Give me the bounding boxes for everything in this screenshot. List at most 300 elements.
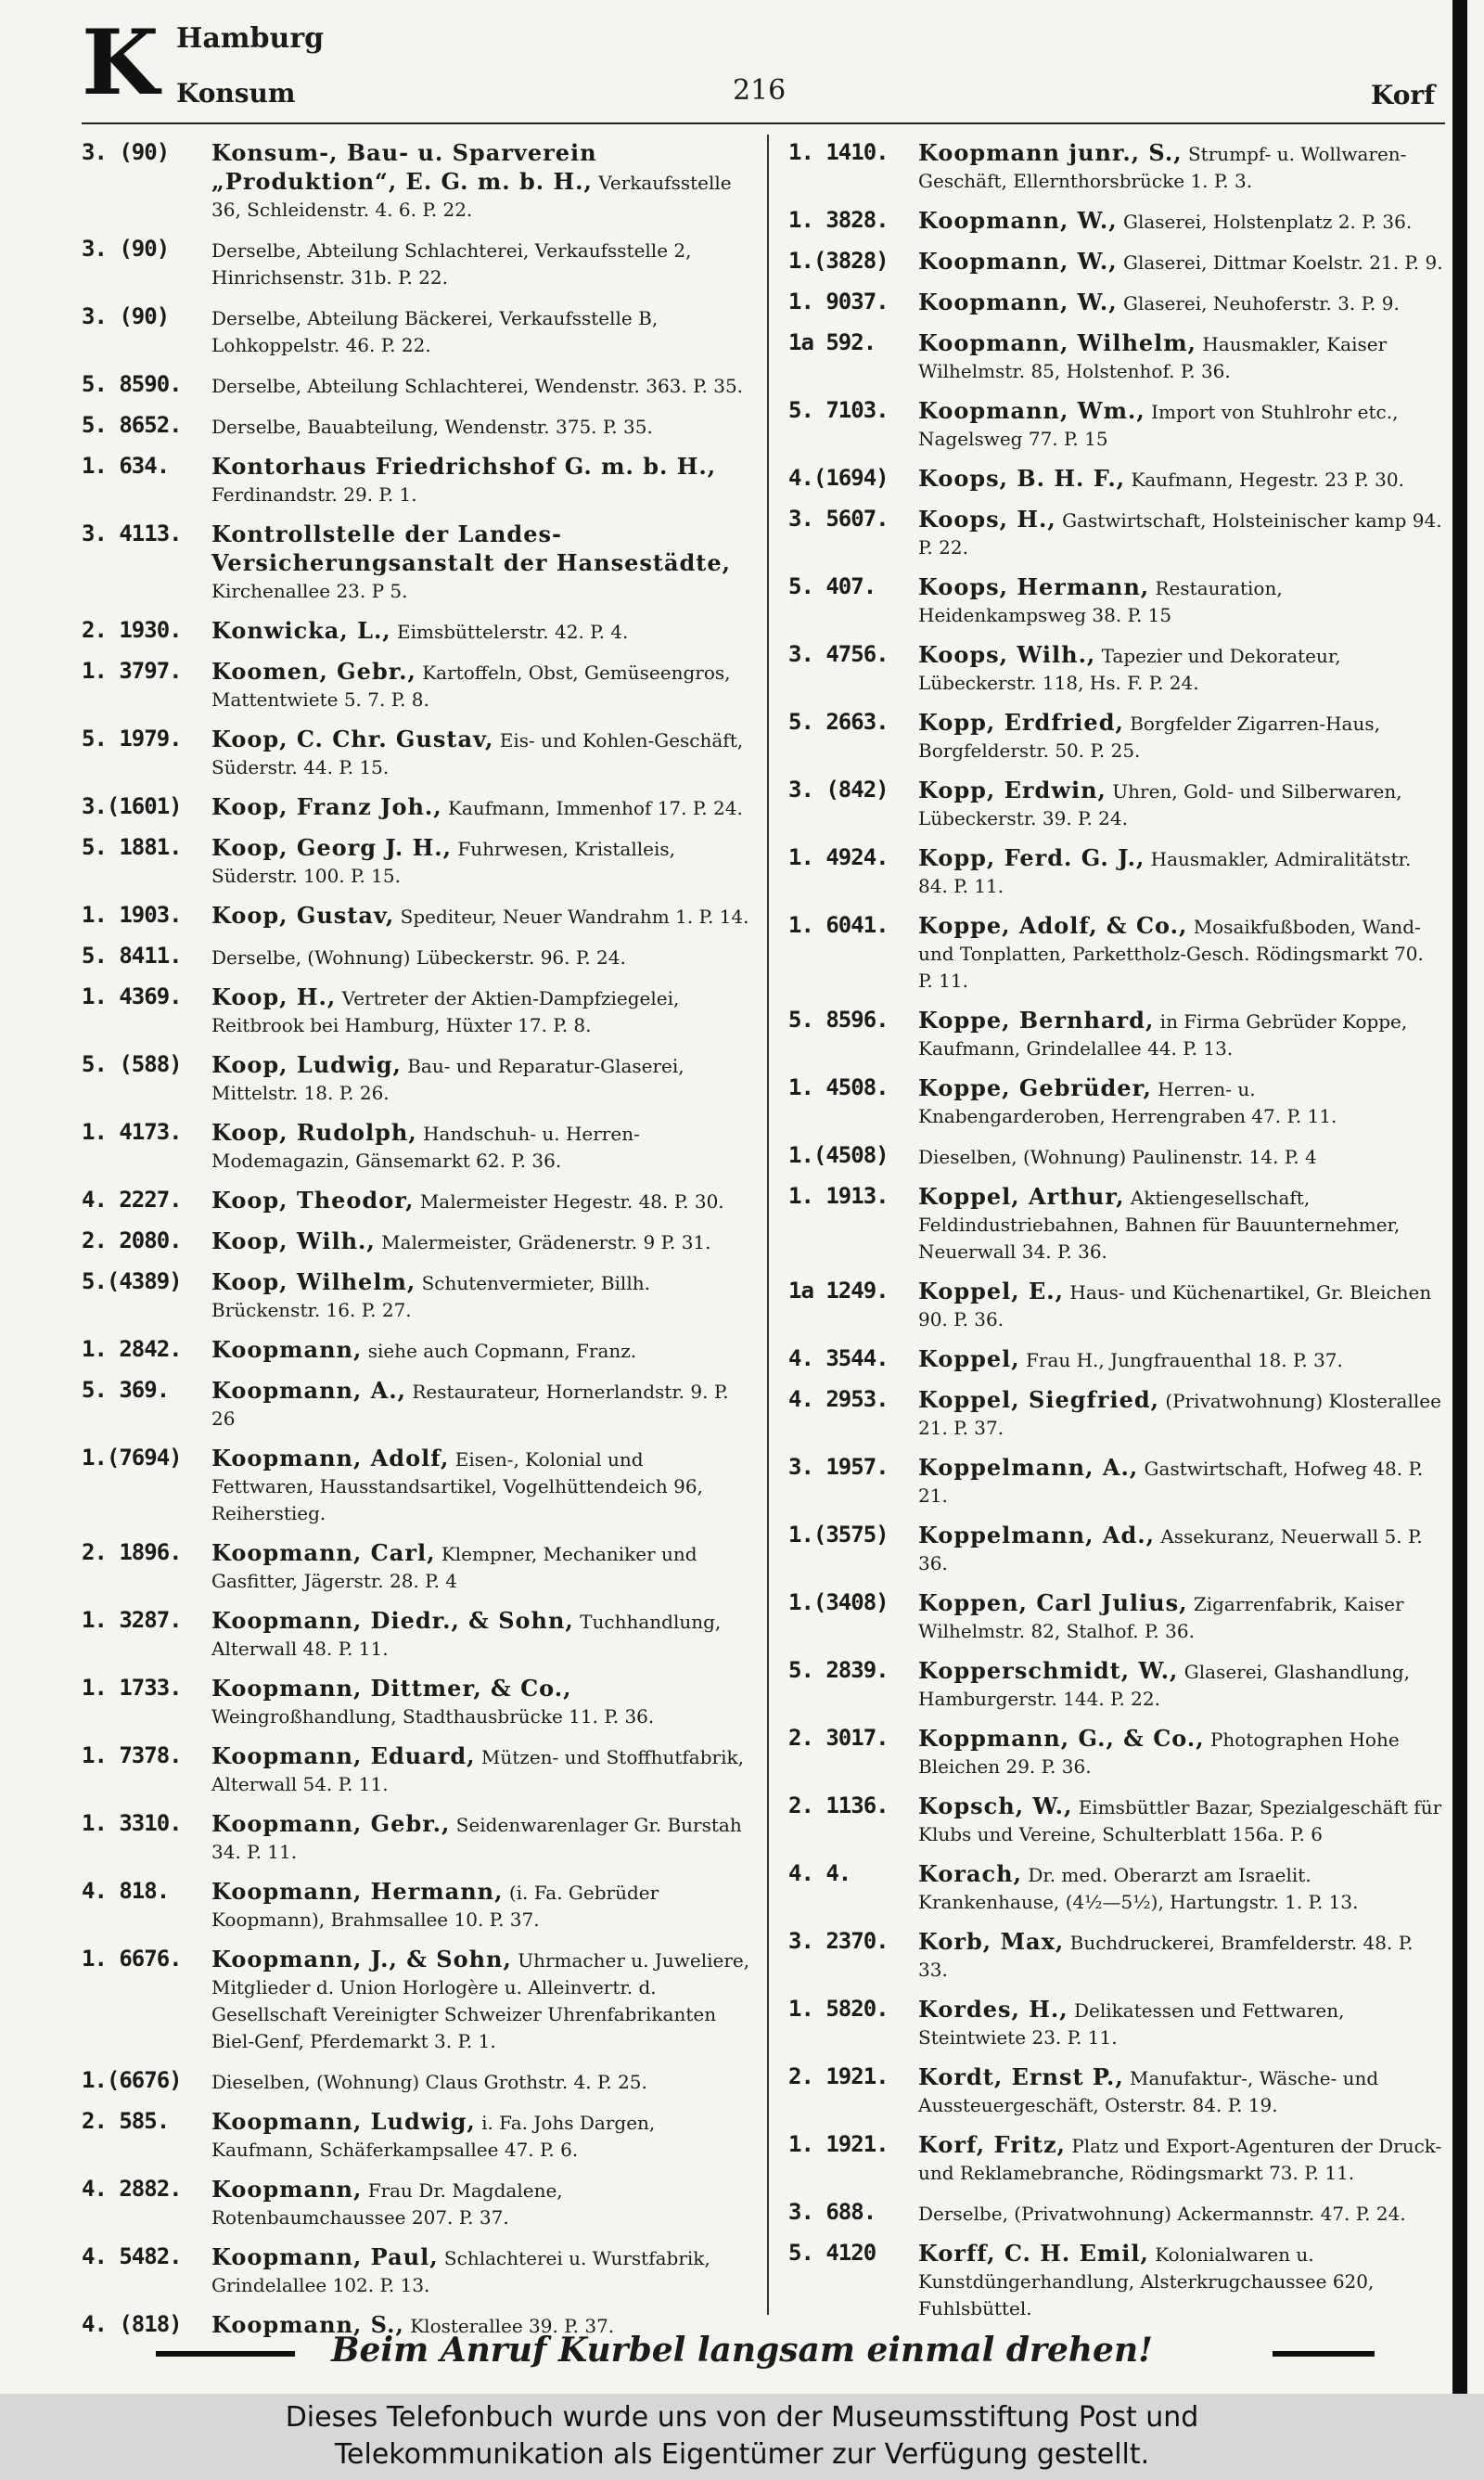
directory-entry — [788, 709, 1443, 765]
phone-number: 1.(6676) — [82, 2067, 182, 2093]
phone-number: 4. (818) — [82, 2311, 182, 2337]
entry-description: Klempner, Mechaniker und Gasfitter, Jägerstr. 28. P. 4 — [211, 1543, 697, 1592]
directory-entry — [788, 1345, 1443, 1374]
entry-name: Koppe, Adolf, & Co., — [918, 912, 1188, 939]
entry-name: Koopmann, J., & Sohn, — [211, 1946, 512, 1972]
entry-name: Koops, H., — [918, 506, 1056, 533]
entry-text — [918, 1860, 1443, 1916]
banner-line-1: Dieses Telefonbuch wurde uns von der Museumsstiftung Post und — [285, 2401, 1199, 2434]
left-column — [82, 139, 751, 2352]
phone-number: 3. 5607. — [788, 506, 889, 532]
entry-description: Malermeister, Grädenerstr. 9 P. 31. — [381, 1231, 711, 1253]
entry-description: Ferdinandstr. 29. P. 1. — [211, 483, 417, 506]
entry-name: Koppel, Arthur, — [918, 1183, 1125, 1210]
entry-text — [211, 520, 751, 605]
phone-number: 3. 4113. — [82, 520, 182, 546]
entry-text — [918, 2131, 1443, 2187]
entry-text — [918, 1278, 1443, 1333]
directory-entry — [788, 1278, 1443, 1333]
entry-text — [918, 844, 1443, 900]
phone-number: 1. 1733. — [82, 1675, 182, 1701]
entry-description: Weingroßhandlung, Stadthausbrücke 11. P. 36. — [211, 1705, 655, 1728]
directory-entry — [82, 1051, 751, 1107]
entry-description: Kirchenallee 23. P 5. — [211, 580, 408, 602]
directory-entry — [788, 844, 1443, 900]
entry-name: Koppelmann, Ad., — [918, 1522, 1155, 1548]
entry-name: Koopmann, W., — [918, 207, 1118, 234]
phone-number: 1. 5820. — [788, 1996, 889, 2022]
entry-text — [211, 1810, 751, 1866]
entry-text — [211, 1227, 751, 1256]
phone-number: 3. 688. — [788, 2199, 876, 2225]
entry-name: Koppmann, G., & Co., — [918, 1725, 1205, 1752]
entry-description: Frau Dr. Magdalene, Rotenbaumchaussee 207. P. 37. — [211, 2179, 563, 2229]
directory-entry — [788, 1142, 1443, 1171]
entry-description: Kaufmann, Hegestr. 23 P. 30. — [1131, 469, 1404, 491]
entry-description: Derselbe, (Privatwohnung) Ackermannstr. 47. P. 24. — [918, 2203, 1406, 2225]
entry-description: Eisen-, Kolonial und Fettwaren, Hausstandsartikel, Vogelhüttendeich 96, Reiherstieg. — [211, 1448, 703, 1524]
entry-text — [918, 289, 1443, 317]
entry-description: Tapezier und Dekorateur, Lübeckerstr. 118, Hs. F. P. 24. — [918, 645, 1341, 694]
phone-number: 3. 1957. — [788, 1454, 889, 1480]
directory-entry — [82, 902, 751, 931]
directory-entry — [788, 1386, 1443, 1442]
entry-text — [211, 658, 751, 713]
phone-number: 3. 4756. — [788, 641, 889, 667]
directory-entry — [82, 303, 751, 359]
phone-number: 1. 3310. — [82, 1810, 182, 1836]
directory-entry — [82, 1946, 751, 2055]
entry-description: Uhren, Gold- und Silberwaren, Lübeckerstr. 39. P. 24. — [918, 780, 1402, 829]
entry-text — [211, 726, 751, 781]
phone-number: 3. 2370. — [788, 1928, 889, 1954]
phone-number: 1. 1903. — [82, 902, 182, 928]
entry-name: Koppe, Gebrüder, — [918, 1074, 1152, 1101]
entry-text — [918, 1007, 1443, 1062]
phone-number: 1. 6041. — [788, 912, 889, 938]
directory-entry — [788, 329, 1443, 385]
phone-number: 2. 3017. — [788, 1725, 889, 1751]
entry-name: Koop, Rudolph, — [211, 1119, 417, 1146]
phone-number: 2. 1896. — [82, 1539, 182, 1565]
directory-entry — [82, 1377, 751, 1433]
entry-text — [918, 248, 1443, 276]
entry-name: Koop, Franz Joh., — [211, 793, 442, 820]
entry-description: Borgfelder Zigarren-Haus, Borgfelderstr. 50. P. 25. — [918, 713, 1380, 762]
phone-number: 5. 2663. — [788, 709, 889, 735]
entry-name: Kopsch, W., — [918, 1793, 1073, 1819]
phone-number: 1. 4173. — [82, 1119, 182, 1145]
phone-number: 1. 1921. — [788, 2131, 889, 2157]
directory-entry — [788, 1183, 1443, 1266]
entry-description: Import von Stuhlrohr etc., Nagelsweg 77. P. 15 — [918, 401, 1399, 450]
entry-name: Koopmann, W., — [918, 289, 1118, 315]
entry-description: Dieselben, (Wohnung) Paulinenstr. 14. P. 4 — [918, 1146, 1317, 1168]
header-divider — [82, 122, 1445, 124]
entry-name: Koopmann, Ludwig, — [211, 2108, 476, 2135]
ownership-banner — [0, 2394, 1484, 2480]
entry-text — [211, 1946, 751, 2055]
phone-number: 1.(3828) — [788, 248, 889, 274]
directory-entry — [82, 1119, 751, 1175]
entry-text — [918, 1386, 1443, 1442]
phone-number: 5. 8596. — [788, 1007, 889, 1033]
entry-name: Kontorhaus Friedrichshof G. m. b. H., — [211, 453, 717, 480]
entry-description: Hausmakler, Admiralitätstr. 84. P. 11. — [918, 848, 1412, 897]
entry-description: Buchdruckerei, Bramfelderstr. 48. P. 33. — [918, 1932, 1414, 1981]
entry-name: Koopmann, Hermann, — [211, 1878, 504, 1905]
directory-entry — [82, 726, 751, 781]
entry-text — [211, 1742, 751, 1798]
entry-text — [918, 1142, 1443, 1171]
entry-name: Koopmann, Wm., — [918, 397, 1145, 424]
entry-name: Koopmann, — [211, 1336, 363, 1363]
phone-number: 1a 592. — [788, 329, 876, 355]
entry-description: Derselbe, Abteilung Bäckerei, Verkaufsstelle B, Lohkoppelstr. 46. P. 22. — [211, 307, 659, 356]
directory-entry — [82, 1607, 751, 1663]
directory-entry — [788, 1657, 1443, 1713]
phone-number: 5.(4389) — [82, 1268, 182, 1294]
phone-number: 5. 369. — [82, 1377, 170, 1403]
entry-text — [211, 1675, 751, 1730]
entry-text — [918, 2063, 1443, 2119]
entry-name: Kordt, Ernst P., — [918, 2063, 1124, 2090]
directory-entry — [82, 658, 751, 713]
entry-name: Kontrollstelle der Landes-Versicherungsanstalt der Hansestädte, — [211, 520, 731, 576]
directory-entry — [788, 139, 1443, 195]
entry-text — [211, 1187, 751, 1215]
directory-entry — [788, 777, 1443, 832]
entry-text — [211, 303, 751, 359]
entry-name: Koopmann, Dittmer, & Co., — [211, 1675, 572, 1702]
entry-text — [918, 397, 1443, 453]
directory-entry — [788, 1074, 1443, 1130]
column-divider — [767, 135, 769, 2315]
entry-name: Koop, Theodor, — [211, 1187, 415, 1214]
entry-name: Kopperschmidt, W., — [918, 1657, 1179, 1684]
phone-number: 4. 2227. — [82, 1187, 182, 1213]
directory-entry — [788, 912, 1443, 995]
phone-number: 1. 3828. — [788, 207, 889, 233]
directory-entry — [82, 793, 751, 822]
phone-number: 4. 2882. — [82, 2176, 182, 2202]
directory-entry — [82, 1187, 751, 1215]
entry-text — [918, 1183, 1443, 1266]
phone-number: 2. 1921. — [788, 2063, 889, 2089]
entry-description: Photographen Hohe Bleichen 29. P. 36. — [918, 1728, 1400, 1778]
directory-entry — [788, 1007, 1443, 1062]
entry-name: Koopmann, A., — [211, 1377, 407, 1404]
entry-name: Koop, Ludwig, — [211, 1051, 402, 1078]
phone-number: 3. (90) — [82, 139, 170, 165]
phone-number: 1. 1913. — [788, 1183, 889, 1209]
entry-text — [918, 465, 1443, 494]
entry-name: Koopmann, W., — [918, 248, 1118, 275]
entry-name: Koopmann, Adolf, — [211, 1445, 450, 1471]
entry-text — [211, 453, 751, 508]
entry-name: Korf, Fritz, — [918, 2131, 1066, 2158]
entry-text — [918, 777, 1443, 832]
entry-name: Koopmann, Diedr., & Sohn, — [211, 1607, 574, 1634]
phone-number: 1. 4924. — [788, 844, 889, 870]
entry-name: Koop, Wilh., — [211, 1227, 376, 1254]
entry-text — [918, 1996, 1443, 2051]
entry-text — [918, 1928, 1443, 1984]
entry-description: Derselbe, Abteilung Schlachterei, Wendenstr. 363. P. 35. — [211, 375, 744, 397]
entry-description: Seidenwarenlager Gr. Burstah 34. P. 11. — [211, 1814, 742, 1863]
entry-description: Uhrmacher u. Juweliere, Mitglieder d. Union Horlogère u. Alleinvertr. d. Gesellschaft Vereinigter Schweizer Uhrenfabrikanten Biel-Genf, Pferdemarkt 3. P. 1. — [211, 1949, 750, 2052]
entry-description: (Privatwohnung) Klosterallee 21. P. 37. — [918, 1390, 1441, 1439]
entry-text — [918, 1074, 1443, 1130]
phone-number: 1. 4369. — [82, 983, 182, 1009]
directory-entry — [82, 834, 751, 890]
entry-name: Kordes, H., — [918, 1996, 1068, 2023]
entry-text — [211, 139, 751, 224]
directory-entry — [788, 1454, 1443, 1510]
phone-number: 1.(3575) — [788, 1522, 889, 1548]
directory-entry — [82, 617, 751, 646]
entry-description: Restauration, Heidenkampsweg 38. P. 15 — [918, 577, 1283, 626]
directory-entry — [82, 983, 751, 1039]
directory-entry — [788, 1522, 1443, 1577]
entry-description: Kartoffeln, Obst, Gemüseengros, Mattentwiete 5. 7. P. 8. — [211, 662, 731, 711]
directory-entry — [82, 1810, 751, 1866]
entry-description: Derselbe, (Wohnung) Lübeckerstr. 96. P. 24. — [211, 946, 626, 969]
entry-text — [211, 1607, 751, 1663]
entry-description: Glaserei, Holstenplatz 2. P. 36. — [1122, 211, 1413, 233]
phone-number: 5. (588) — [82, 1051, 182, 1077]
directory-entry — [82, 2067, 751, 2096]
directory-entry — [788, 1928, 1443, 1984]
phone-number: 4. 4. — [788, 1860, 851, 1886]
phone-number: 5. 7103. — [788, 397, 889, 423]
entry-description: Dieselben, (Wohnung) Claus Grothstr. 4. P. 25. — [211, 2071, 647, 2093]
directory-entry — [82, 412, 751, 441]
entry-text — [918, 1454, 1443, 1510]
entry-description: Derselbe, Bauabteilung, Wendenstr. 375. P. 35. — [211, 416, 653, 438]
entry-description: Assekuranz, Neuerwall 5. P. 36. — [918, 1525, 1423, 1574]
directory-entry — [788, 1589, 1443, 1645]
phone-number: 1. 7378. — [82, 1742, 182, 1768]
entry-description: Schutenvermieter, Billh. Brückenstr. 16. P. 27. — [211, 1272, 650, 1321]
entry-description: Gastwirtschaft, Hofweg 48. P. 21. — [918, 1458, 1424, 1507]
phone-number: 1.(7694) — [82, 1445, 182, 1471]
directory-entry — [788, 506, 1443, 561]
entry-name: Koppel, Siegfried, — [918, 1386, 1159, 1413]
entry-description: (i. Fa. Gebrüder Koopmann), Brahmsallee 10. P. 37. — [211, 1882, 659, 1931]
entry-name: Korff, C. H. Emil, — [918, 2240, 1149, 2267]
phone-number: 5. 1881. — [82, 834, 182, 860]
entry-text — [211, 371, 751, 400]
entry-description: Mützen- und Stoffhutfabrik, Alterwall 54. P. 11. — [211, 1746, 744, 1795]
entry-name: Konwicka, L., — [211, 617, 391, 644]
entry-text — [211, 1445, 751, 1527]
phone-number: 5. 8411. — [82, 943, 182, 969]
phone-number: 4. 2953. — [788, 1386, 889, 1412]
entry-name: Koops, Wilh., — [918, 641, 1096, 668]
entry-text — [211, 617, 751, 646]
directory-entry — [82, 1539, 751, 1595]
entry-name: Koop, Wilhelm, — [211, 1268, 416, 1295]
entry-name: Koopmann, Wilhelm, — [918, 329, 1197, 356]
entry-name: Koop, C. Chr. Gustav, — [211, 726, 494, 752]
phone-number: 4.(1694) — [788, 465, 889, 491]
entry-description: Glaserei, Dittmar Koelstr. 21. P. 9. — [1122, 251, 1443, 274]
entry-description: Spediteur, Neuer Wandrahm 1. P. 14. — [400, 906, 749, 928]
footer-slogan: Beim Anruf Kurbel langsam einmal drehen! — [331, 2331, 1153, 2370]
entry-name: Koops, Hermann, — [918, 573, 1150, 600]
entry-description: Klosterallee 39. P. 37. — [410, 2315, 615, 2337]
phone-number: 5. 8590. — [82, 371, 182, 397]
entry-name: Konsum-, Bau- u. Sparverein „Produktion“, E. G. m. b. H., — [211, 139, 597, 195]
entry-text — [211, 1119, 751, 1175]
directory-entry — [82, 236, 751, 291]
city-header: Hamburg — [176, 22, 325, 55]
phone-number: 2. 585. — [82, 2108, 170, 2134]
phone-number: 2. 1930. — [82, 617, 182, 643]
directory-entry — [82, 2108, 751, 2164]
first-entry-header: Konsum — [176, 78, 296, 109]
entry-text — [211, 1336, 751, 1365]
entry-description: Eimsbüttler Bazar, Spezialgeschäft für Klubs und Vereine, Schulterblatt 156a. P. 6 — [918, 1796, 1442, 1845]
directory-entry — [788, 2063, 1443, 2119]
directory-entry — [82, 943, 751, 971]
last-entry-header: Korf — [1371, 80, 1436, 110]
directory-entry — [82, 1675, 751, 1730]
phone-number: 4. 3544. — [788, 1345, 889, 1371]
entry-description: Strumpf- u. Wollwaren-Geschäft, Ellernthorsbrücke 1. P. 3. — [918, 143, 1407, 192]
entry-description: Eis- und Kohlen-Geschäft, Süderstr. 44. P. 15. — [211, 729, 744, 778]
entry-description: Kaufmann, Immenhof 17. P. 24. — [447, 797, 743, 819]
entry-text — [918, 1657, 1443, 1713]
entry-name: Korach, — [918, 1860, 1022, 1887]
entry-name: Koppel, — [918, 1345, 1020, 1372]
right-column — [788, 139, 1443, 2334]
directory-entry — [788, 2199, 1443, 2228]
section-letter: K — [82, 10, 160, 115]
entry-name: Koopmann junr., S., — [918, 139, 1183, 166]
entry-text — [918, 1522, 1443, 1577]
phone-number: 2. 2080. — [82, 1227, 182, 1253]
entry-name: Koomen, Gebr., — [211, 658, 416, 685]
entry-description: Hausmakler, Kaiser Wilhelmstr. 85, Holstenhof. P. 36. — [918, 333, 1388, 382]
entry-description: Malermeister Hegestr. 48. P. 30. — [419, 1190, 724, 1213]
phone-number: 5. 8652. — [82, 412, 182, 438]
entry-description: Kolonialwaren u. Kunstdüngerhandlung, Alsterkrugchaussee 620, Fuhlsbüttel. — [918, 2243, 1375, 2319]
phone-number: 1. 2842. — [82, 1336, 182, 1362]
phone-number: 1. 634. — [82, 453, 170, 479]
directory-entry — [788, 2131, 1443, 2187]
directory-entry — [788, 573, 1443, 629]
entry-text — [211, 983, 751, 1039]
phone-number: 5. 4120 — [788, 2240, 876, 2266]
entry-description: Delikatessen und Fettwaren, Steintwiete 23. P. 11. — [918, 1999, 1345, 2049]
phone-number: 1. 3797. — [82, 658, 182, 684]
directory-entry — [788, 248, 1443, 276]
entry-description: Herren- u. Knabengarderoben, Herrengraben 47. P. 11. — [918, 1078, 1337, 1127]
entry-name: Koop, Georg J. H., — [211, 834, 452, 861]
footer-rule-right — [1273, 2351, 1375, 2357]
entry-description: Verkaufsstelle 36, Schleidenstr. 4. 6. P. 22. — [211, 172, 732, 221]
directory-entry — [788, 289, 1443, 317]
entry-text — [918, 2240, 1443, 2322]
directory-entry — [82, 1445, 751, 1527]
entry-text — [918, 641, 1443, 697]
entry-name: Koppen, Carl Julius, — [918, 1589, 1188, 1616]
phone-number: 1. 9037. — [788, 289, 889, 315]
entry-text — [918, 1793, 1443, 1848]
entry-description: Derselbe, Abteilung Schlachterei, Verkaufsstelle 2, Hinrichsenstr. 31b. P. 22. — [211, 239, 692, 289]
phone-number: 5. 2839. — [788, 1657, 889, 1683]
phone-number: 5. 407. — [788, 573, 876, 599]
phone-number: 1. 1410. — [788, 139, 889, 165]
entry-description: Manufaktur-, Wäsche- und Aussteuergeschäft, Osterstr. 84. P. 19. — [918, 2067, 1379, 2116]
entry-text — [918, 709, 1443, 765]
directory-entry — [82, 2176, 751, 2231]
phone-number: 1a 1249. — [788, 1278, 889, 1304]
entry-text — [211, 1377, 751, 1433]
directory-entry — [82, 453, 751, 508]
entry-name: Koppel, E., — [918, 1278, 1065, 1304]
entry-description: Gastwirtschaft, Holsteinischer kamp 94. P. 22. — [918, 509, 1442, 559]
entry-text — [918, 573, 1443, 629]
entry-description: Dr. med. Oberarzt am Israelit. Krankenhause, (4½—5½), Hartungstr. 1. P. 13. — [918, 1864, 1359, 1913]
directory-entry — [788, 1725, 1443, 1780]
directory-entry — [788, 1793, 1443, 1848]
entry-name: Koppe, Bernhard, — [918, 1007, 1155, 1034]
entry-name: Kopp, Erdfried, — [918, 709, 1124, 736]
entry-name: Koopmann, Paul, — [211, 2243, 439, 2270]
entry-text — [918, 1725, 1443, 1780]
directory-entry — [788, 465, 1443, 494]
entry-description: i. Fa. Johs Dargen, Kaufmann, Schäferkampsallee 47. P. 6. — [211, 2112, 656, 2161]
directory-entry — [82, 139, 751, 224]
entry-name: Koopmann, Eduard, — [211, 1742, 476, 1769]
phone-number: 2. 1136. — [788, 1793, 889, 1818]
entry-description: Glaserei, Neuhoferstr. 3. P. 9. — [1122, 292, 1400, 315]
banner-line-2: Telekommunikation als Eigentümer zur Verfügung gestellt. — [334, 2438, 1150, 2471]
entry-description: Restaurateur, Hornerlandstr. 9. P. 26 — [211, 1381, 729, 1430]
entry-name: Koop, H., — [211, 983, 337, 1010]
entry-text — [211, 1878, 751, 1934]
entry-text — [211, 2108, 751, 2164]
phone-number: 1. 6676. — [82, 1946, 182, 1972]
entry-text — [918, 912, 1443, 995]
entry-text — [918, 139, 1443, 195]
entry-name: Koopmann, S., — [211, 2311, 404, 2338]
entry-text — [918, 207, 1443, 236]
phone-number: 1. 4508. — [788, 1074, 889, 1100]
page-number: 216 — [733, 74, 787, 107]
entry-text — [211, 793, 751, 822]
phone-number: 3. (90) — [82, 303, 170, 329]
entry-text — [211, 834, 751, 890]
entry-description: Glaserei, Glashandlung, Hamburgerstr. 144. P. 22. — [918, 1661, 1411, 1710]
entry-description: Haus- und Küchenartikel, Gr. Bleichen 90. P. 36. — [918, 1281, 1432, 1330]
entry-description: Frau H., Jungfrauenthal 18. P. 37. — [1026, 1349, 1343, 1371]
entry-description: Schlachterei u. Wurstfabrik, Grindelallee 102. P. 13. — [211, 2247, 710, 2296]
directory-entry — [82, 1268, 751, 1324]
entry-text — [918, 2199, 1443, 2228]
phone-number: 3.(1601) — [82, 793, 182, 819]
page-edge — [1452, 0, 1467, 2394]
entry-description: in Firma Gebrüder Koppe, Kaufmann, Grindelallee 44. P. 13. — [918, 1010, 1408, 1060]
directory-entry — [82, 520, 751, 605]
directory-entry — [788, 641, 1443, 697]
entry-name: Koppelmann, A., — [918, 1454, 1139, 1481]
entry-description: Handschuh- u. Herren-Modemagazin, Gänsemarkt 62. P. 36. — [211, 1123, 640, 1172]
phone-number: 4. 818. — [82, 1878, 170, 1904]
